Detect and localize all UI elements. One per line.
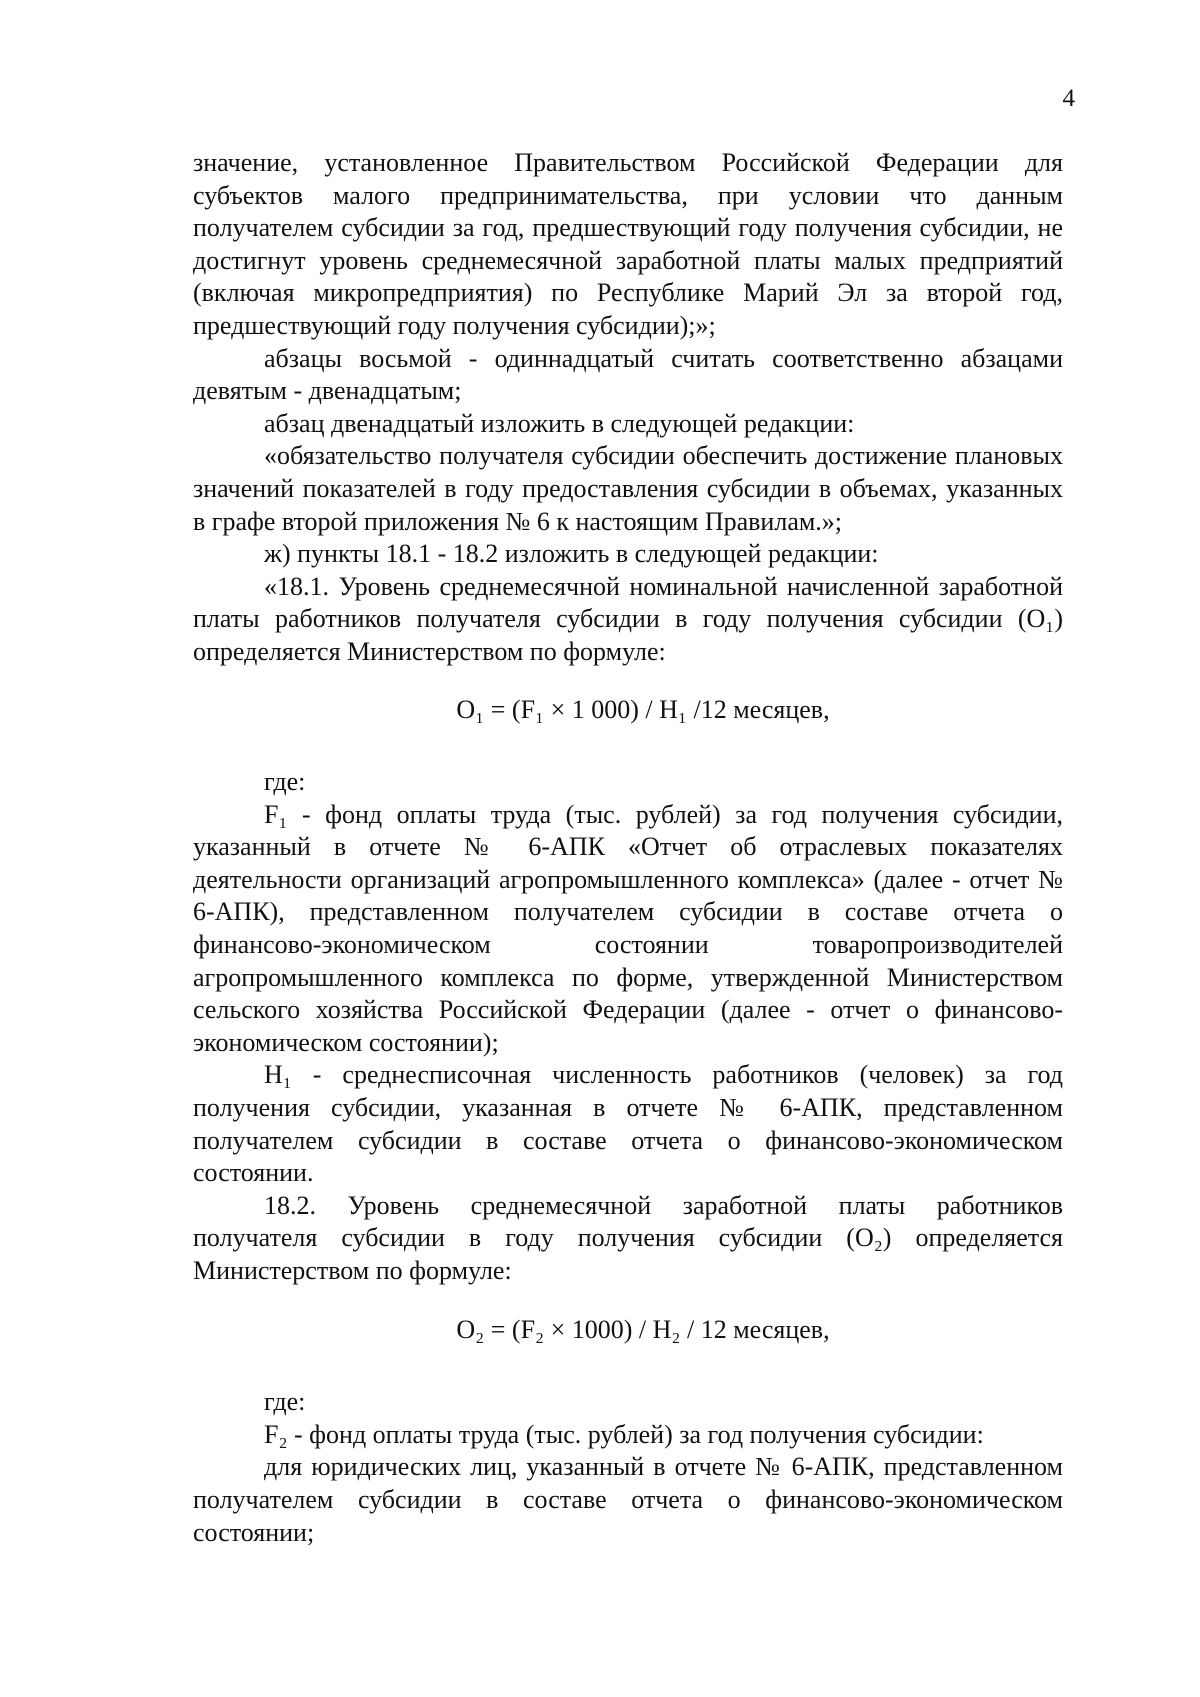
- paragraph-18-2: 18.2. Уровень среднемесячной заработной платы работников получателя субсидии в году получения субсидии (O₂) определяется Министерством по формуле:: [193, 1190, 1063, 1285]
- paragraph-obligation: «обязательство получателя субсидии обеспечить достижение плановых значений показателей в году предоставления субсидии в объемах, указанных в графе второй приложения № 6 к настоящим Правилам.»;: [193, 441, 1063, 536]
- paragraph-f1-definition: F₁ - фонд оплаты труда (тыс. рублей) за год получения субсидии, указанный в отчете № 6-АПК «Отчет об отраслевых показателях деятельности организаций агропромышленного комплекса» (далее - отчет № 6-АПК), представленном получателем субсидии в составе отчета о финансово-экономическом состоянии товаропроизводителей агропромышленного комплекса по форме, утвержденной Министерством сельского хозяйства Российской Федерации (далее - отчет о финансово-экономическом состоянии);: [193, 799, 1063, 1057]
- paragraph-points-intro: ж) пункты 18.1 - 18.2 изложить в следующей редакции:: [264, 539, 879, 569]
- formula-o2: O₂ = (F₂ × 1000) / H₂ / 12 месяцев,: [456, 1314, 830, 1344]
- paragraph-renumber-clauses: абзацы восьмой - одиннадцатый считать соответственно абзацами девятым - двенадцатым;: [193, 343, 1063, 406]
- formula-o1: O₁ = (F₁ × 1 000) / H₁ /12 месяцев,: [456, 694, 830, 724]
- where-label-1: где:: [264, 767, 306, 797]
- paragraph-legal-entities: для юридических лиц, указанный в отчете № 6-АПК, представленном получателем субсидии в составе отчета о финансово-экономическом состоянии;: [193, 1452, 1063, 1547]
- document-body: [193, 147, 1063, 1549]
- paragraph-twelfth-clause-intro: абзац двенадцатый изложить в следующей редакции:: [264, 408, 855, 438]
- where-label-2: где:: [264, 1387, 306, 1417]
- paragraph-f2-definition: F₂ - фонд оплаты труда (тыс. рублей) за год получения субсидии:: [264, 1419, 984, 1449]
- paragraph-continuation: значение, установленное Правительством Российской Федерации для субъектов малого предпринимательства, при условии что данным получателем субсидии за год, предшествующий году получения субсидии, не достигнут уровень среднемесячной заработной платы малых предприятий (включая микропредприятия) по Республике Марий Эл за второй год, предшествующий году получения субсидии);»;: [193, 148, 1063, 340]
- paragraph-18-1: «18.1. Уровень среднемесячной номинальной начисленной заработной платы работников получателя субсидии в году получения субсидии (O₁) определяется Министерством по формуле:: [193, 571, 1063, 666]
- paragraph-h1-definition: H₁ - среднесписочная численность работников (человек) за год получения субсидии, указанная в отчете № 6-АПК, представленном получателем субсидии в составе отчета о финансово-экономическом состоянии.: [193, 1060, 1063, 1188]
- page-number: 4: [1062, 85, 1075, 112]
